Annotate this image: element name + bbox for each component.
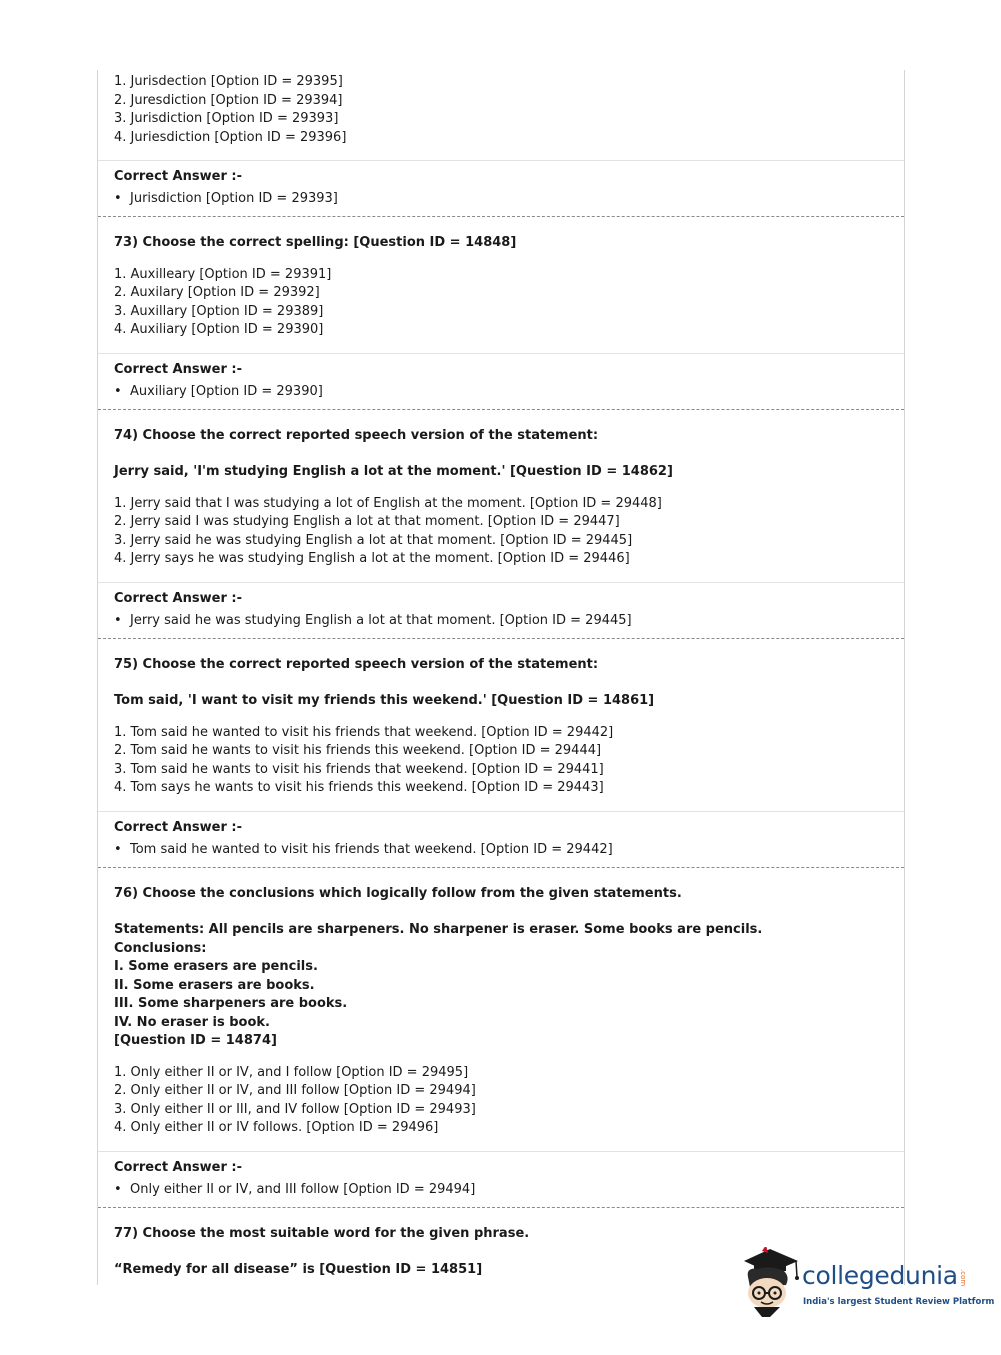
question-text: 73) Choose the correct spelling: [Question ID = 14848]	[114, 235, 517, 250]
mascot-icon	[740, 1247, 806, 1319]
question-text: 74) Choose the correct reported speech version of the statement:	[114, 427, 599, 443]
answer-heading: Correct Answer :-	[114, 361, 242, 377]
question-text: 75) Choose the correct reported speech version of the statement:	[114, 656, 599, 672]
answer-item	[114, 841, 904, 859]
logo-tagline: India's largest Student Review Platform	[803, 1297, 995, 1307]
answer-text: Jerry said he was studying English a lot at that moment. [Option ID = 29445]	[130, 612, 632, 628]
question-body-line: IV. No eraser is book.	[114, 1014, 270, 1030]
option: 1. Auxilleary [Option ID = 29391]	[114, 266, 332, 282]
option: 3. Auxillary [Option ID = 29389]	[114, 303, 324, 319]
option: 2. Auxilary [Option ID = 29392]	[114, 285, 320, 300]
question-text: 76) Choose the conclusions which logically follow from the given statements.	[114, 885, 682, 901]
bullet-icon: •	[114, 383, 122, 399]
collegedunia-logo	[740, 1247, 995, 1319]
answer-item	[114, 1181, 904, 1199]
answer-text: Tom said he wanted to visit his friends that weekend. [Option ID = 29442]	[130, 841, 613, 857]
q72-options	[98, 70, 904, 147]
question-body-line: I. Some erasers are pencils.	[114, 959, 318, 974]
option: 4. Jerry says he was studying English a lot at the moment. [Option ID = 29446]	[114, 551, 630, 566]
q74-correct-answer	[98, 583, 904, 630]
question-74	[98, 410, 904, 569]
option: 2. Jerry said I was studying English a lot at that moment. [Option ID = 29447]	[114, 514, 620, 529]
option: 3. Jurisdiction [Option ID = 29393]	[114, 111, 339, 126]
answer-item	[114, 190, 904, 208]
option: 1. Only either II or IV, and I follow [Option ID = 29495]	[114, 1064, 469, 1080]
bullet-icon: •	[114, 612, 122, 628]
option: 2. Juresdiction [Option ID = 29394]	[114, 92, 343, 108]
option: 3. Tom said he wants to visit his friends that weekend. [Option ID = 29441]	[114, 761, 604, 777]
answer-heading: Correct Answer :-	[114, 169, 242, 184]
answer-item	[114, 612, 904, 630]
answer-heading: Correct Answer :-	[114, 1159, 242, 1175]
question-body-line: III. Some sharpeners are books.	[114, 996, 348, 1011]
question-body-line: Statements: All pencils are sharpeners. No sharpener is eraser. Some books are pencils.	[114, 922, 763, 937]
bullet-icon: •	[114, 841, 122, 857]
question-body-line: Conclusions:	[114, 940, 207, 956]
question-statement: “Remedy for all disease” is [Question ID = 14851]	[114, 1262, 483, 1277]
question-76	[98, 868, 904, 1138]
option: 3. Only either II or III, and IV follow [Option ID = 29493]	[114, 1101, 476, 1117]
logo-wordmark: collegedunia	[802, 1261, 958, 1290]
question-75	[98, 639, 904, 798]
question-body-line: [Question ID = 14874]	[114, 1033, 277, 1048]
answer-text: Only either II or IV, and III follow [Option ID = 29494]	[130, 1181, 476, 1197]
option: 2. Only either II or IV, and III follow [Option ID = 29494]	[114, 1083, 476, 1098]
question-statement: Jerry said, 'I'm studying English a lot at the moment.' [Question ID = 14862]	[114, 464, 673, 479]
answer-text: Auxiliary [Option ID = 29390]	[130, 383, 323, 399]
question-body-line: II. Some erasers are books.	[114, 977, 315, 993]
answer-item	[114, 383, 904, 401]
option: 1. Jerry said that I was studying a lot of English at the moment. [Option ID = 29448]	[114, 495, 662, 511]
question-paper-page	[97, 70, 905, 1285]
q75-correct-answer	[98, 812, 904, 859]
question-text: 77) Choose the most suitable word for the given phrase.	[114, 1225, 530, 1241]
q76-correct-answer	[98, 1152, 904, 1199]
option: 4. Only either II or IV follows. [Option ID = 29496]	[114, 1120, 439, 1135]
answer-heading: Correct Answer :-	[114, 819, 242, 835]
question-statement: Tom said, 'I want to visit my friends this weekend.' [Question ID = 14861]	[114, 693, 655, 708]
option: 3. Jerry said he was studying English a lot at that moment. [Option ID = 29445]	[114, 532, 633, 548]
option: 4. Tom says he wants to visit his friends this weekend. [Option ID = 29443]	[114, 780, 604, 795]
bullet-icon: •	[114, 1181, 122, 1197]
question-73	[98, 217, 904, 340]
answer-heading: Correct Answer :-	[114, 590, 242, 606]
option: 1. Jurisdection [Option ID = 29395]	[114, 74, 343, 89]
answer-text: Jurisdiction [Option ID = 29393]	[130, 191, 338, 206]
option: 2. Tom said he wants to visit his friends this weekend. [Option ID = 29444]	[114, 743, 602, 758]
bullet-icon: •	[114, 191, 122, 206]
q73-correct-answer	[98, 354, 904, 401]
option: 4. Juriesdiction [Option ID = 29396]	[114, 129, 347, 145]
option: 4. Auxiliary [Option ID = 29390]	[114, 322, 324, 337]
logo-suffix: .com	[959, 1269, 967, 1287]
q72-correct-answer	[98, 161, 904, 208]
option: 1. Tom said he wanted to visit his friends that weekend. [Option ID = 29442]	[114, 724, 614, 740]
